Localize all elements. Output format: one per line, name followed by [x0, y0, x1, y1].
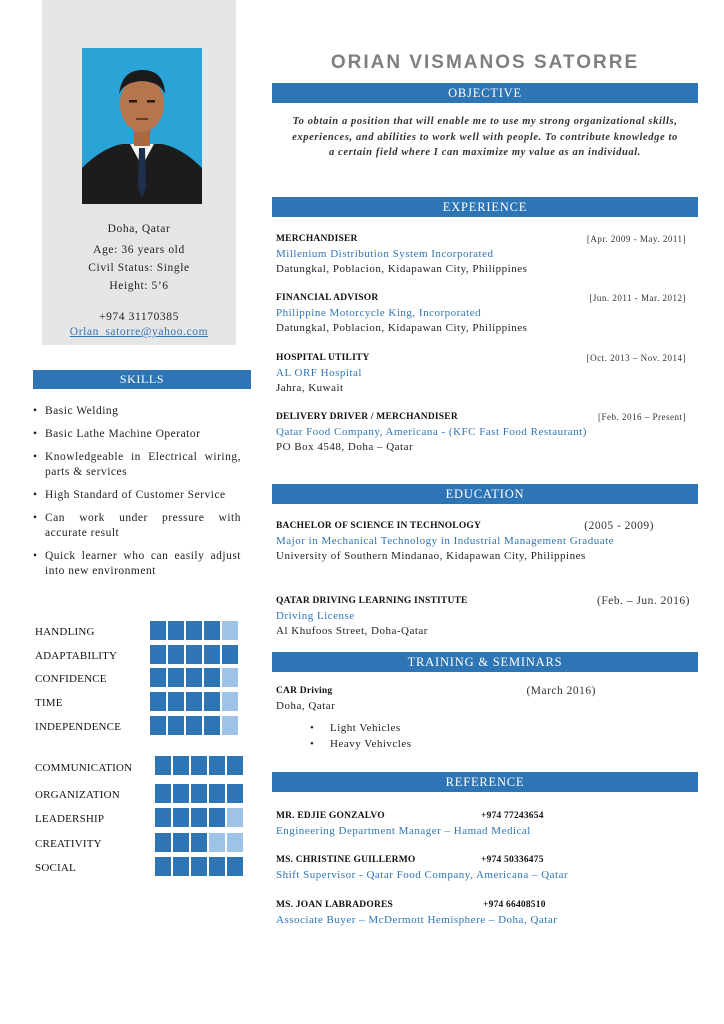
rating-creativity [155, 833, 243, 852]
height: Height: 5’6 [109, 280, 169, 292]
rating-cell-filled [150, 716, 166, 735]
rating-cell-filled [209, 756, 225, 775]
job-address: PO Box 4548, Doha – Qatar [276, 441, 414, 453]
education-item [276, 519, 686, 564]
list-item: • Quick learner who can easily adjust into new environment [33, 549, 241, 579]
rating-cell-filled [155, 833, 171, 852]
rating-cell-filled [155, 857, 171, 876]
rating-cell-empty [222, 668, 238, 687]
experience-item [276, 232, 686, 277]
rating-cell-filled [155, 784, 171, 803]
rating-cell-filled [191, 808, 207, 827]
rating-cell-filled [209, 808, 225, 827]
training-item [276, 684, 686, 752]
list-item: • Light Vehicles [310, 720, 686, 736]
rating-cell-filled [191, 833, 207, 852]
job-date: [Apr. 2009 - May. 2011] [586, 234, 686, 244]
list-item: • Basic Welding [33, 404, 241, 419]
objective-text: To obtain a position that will enable me to use my strong organizational skills, experiences, and abilities to work well with people. To contribute knowledge to a certain field where I can maximize my value as an individual. [292, 116, 678, 158]
rating-cell-filled [173, 833, 189, 852]
job-address: Jahra, Kuwait [276, 382, 344, 394]
rating-cell-filled [204, 668, 220, 687]
job-address: Datungkal, Poblacion, Kidapawan City, Philippines [276, 322, 528, 334]
reference-header: REFERENCE [272, 772, 698, 792]
job-date: [Feb. 2016 – Present] [598, 412, 686, 422]
rating-leadership [155, 808, 243, 827]
candidate-name: ORIAN VISMANOS SATORRE [330, 52, 640, 73]
email-line [42, 326, 236, 338]
list-item: • High Standard of Customer Service [33, 488, 241, 503]
list-item: • Basic Lathe Machine Operator [33, 427, 241, 442]
job-company: Millenium Distribution System Incorporated [276, 248, 494, 260]
rating-cell-empty [222, 692, 238, 711]
rating-adaptability [150, 645, 238, 664]
rating-cell-empty [222, 716, 238, 735]
rating-cell-filled [186, 645, 202, 664]
rating-cell-filled [191, 857, 207, 876]
reference-phone: +974 50336475 [481, 855, 544, 865]
job-company: Philippine Motorcycle King, Incorporated [276, 307, 482, 319]
experience-header: EXPERIENCE [272, 197, 698, 217]
school-title: QATAR DRIVING LEARNING INSTITUTE [276, 596, 468, 606]
rating-cell-filled [227, 756, 243, 775]
rating-label: ADAPTABILITY [35, 650, 118, 662]
rating-cell-filled [155, 808, 171, 827]
job-date: [Jun. 2011 - Mar. 2012] [589, 293, 686, 303]
rating-handling [150, 621, 238, 640]
rating-cell-filled [173, 808, 189, 827]
rating-organization [155, 784, 243, 803]
rating-cell-filled [204, 621, 220, 640]
rating-cell-filled [209, 857, 225, 876]
rating-cell-filled [150, 668, 166, 687]
rating-cell-filled [204, 716, 220, 735]
reference-role: Shift Supervisor - Qatar Food Company, Americana – Qatar [276, 869, 569, 881]
training-header: TRAINING & SEMINARS [272, 652, 698, 672]
rating-cell-empty [227, 833, 243, 852]
rating-cell-filled [173, 756, 189, 775]
rating-label: CONFIDENCE [35, 673, 107, 685]
job-title: MERCHANDISER [276, 234, 358, 244]
reference-name: MR. EDJIE GONZALVO [276, 811, 385, 821]
training-list [310, 720, 686, 752]
job-title: FINANCIAL ADVISOR [276, 293, 379, 303]
reference-item [276, 853, 686, 883]
school-date: (2005 - 2009) [584, 520, 654, 532]
rating-label: CREATIVITY [35, 838, 102, 850]
rating-label: TIME [35, 697, 63, 709]
experience-item [276, 291, 686, 336]
portrait-image [82, 48, 202, 204]
rating-cell-filled [227, 784, 243, 803]
rating-cell-filled [150, 692, 166, 711]
job-title: DELIVERY DRIVER / MERCHANDISER [276, 412, 458, 422]
rating-label: INDEPENDENCE [35, 721, 122, 733]
reference-phone: +974 77243654 [481, 811, 544, 821]
reference-role: Engineering Department Manager – Hamad Medical [276, 825, 531, 837]
reference-item [276, 898, 686, 928]
rating-cell-filled [204, 692, 220, 711]
job-title: HOSPITAL UTILITY [276, 353, 370, 363]
rating-cell-filled [222, 645, 238, 664]
rating-independence [150, 716, 238, 735]
rating-cell-filled [186, 716, 202, 735]
rating-cell-filled [186, 668, 202, 687]
rating-cell-filled [155, 756, 171, 775]
school-place: University of Southern Mindanao, Kidapawan City, Philippines [276, 550, 586, 562]
rating-cell-filled [173, 857, 189, 876]
reference-phone: +974 66408510 [483, 900, 546, 910]
rating-cell-filled [168, 668, 184, 687]
rating-cell-empty [227, 808, 243, 827]
job-address: Datungkal, Poblacion, Kidapawan City, Philippines [276, 263, 528, 275]
objective-header: OBJECTIVE [272, 83, 698, 103]
rating-label: ORGANIZATION [35, 789, 120, 801]
school-detail: Driving License [276, 610, 355, 622]
rating-label: HANDLING [35, 626, 95, 638]
training-date: (March 2016) [526, 685, 596, 697]
rating-cell-filled [150, 621, 166, 640]
rating-cell-filled [186, 692, 202, 711]
rating-communication [155, 756, 243, 775]
rating-cell-filled [186, 621, 202, 640]
school-place: Al Khufoos Street, Doha-Qatar [276, 625, 428, 637]
job-company: AL ORF Hospital [276, 367, 362, 379]
rating-cell-filled [191, 756, 207, 775]
rating-cell-filled [227, 857, 243, 876]
reference-role: Associate Buyer – McDermott Hemisphere – Doha, Qatar [276, 914, 558, 926]
rating-cell-filled [168, 692, 184, 711]
rating-cell-filled [168, 621, 184, 640]
list-item: • Heavy Vehivcles [310, 736, 686, 752]
profile-photo [82, 48, 202, 204]
training-place: Doha, Qatar [276, 700, 336, 712]
list-item: • Can work under pressure with accurate result [33, 511, 241, 541]
email-link[interactable]: Orlan_satorre@yahoo.com [69, 326, 209, 338]
rating-cell-empty [222, 621, 238, 640]
rating-cell-filled [204, 645, 220, 664]
rating-cell-filled [191, 784, 207, 803]
rating-cell-filled [150, 645, 166, 664]
education-header: EDUCATION [272, 484, 698, 504]
rating-social [155, 857, 243, 876]
rating-cell-filled [168, 716, 184, 735]
rating-time [150, 692, 238, 711]
location: Doha, Qatar [107, 223, 171, 235]
school-title: BACHELOR OF SCIENCE IN TECHNOLOGY [276, 521, 482, 531]
skills-list [33, 404, 241, 587]
experience-item [276, 351, 686, 396]
training-title: CAR Driving [276, 686, 333, 696]
education-item [276, 594, 690, 639]
rating-cell-filled [209, 784, 225, 803]
age: Age: 36 years old [93, 244, 185, 256]
school-detail: Major in Mechanical Technology in Industrial Management Graduate [276, 535, 615, 547]
civil-status: Civil Status: Single [88, 262, 190, 274]
rating-label: LEADERSHIP [35, 813, 105, 825]
rating-label: SOCIAL [35, 862, 76, 874]
reference-name: MS. JOAN LABRADORES [276, 900, 394, 910]
experience-item [276, 410, 686, 455]
rating-cell-filled [173, 784, 189, 803]
rating-cell-filled [168, 645, 184, 664]
reference-item [276, 809, 686, 839]
job-company: Qatar Food Company, Americana - (KFC Fast Food Restaurant) [276, 426, 587, 438]
rating-cell-empty [209, 833, 225, 852]
phone: +974 31170385 [99, 311, 179, 323]
skills-header: SKILLS [33, 370, 251, 389]
job-date: [Oct. 2013 – Nov. 2014] [586, 353, 686, 363]
school-date: (Feb. – Jun. 2016) [596, 595, 690, 607]
list-item: • Knowledgeable in Electrical wiring, parts & services [33, 450, 241, 480]
rating-confidence [150, 668, 238, 687]
reference-name: MS. CHRISTINE GUILLERMO [276, 855, 416, 865]
rating-label: COMMUNICATION [35, 762, 133, 774]
